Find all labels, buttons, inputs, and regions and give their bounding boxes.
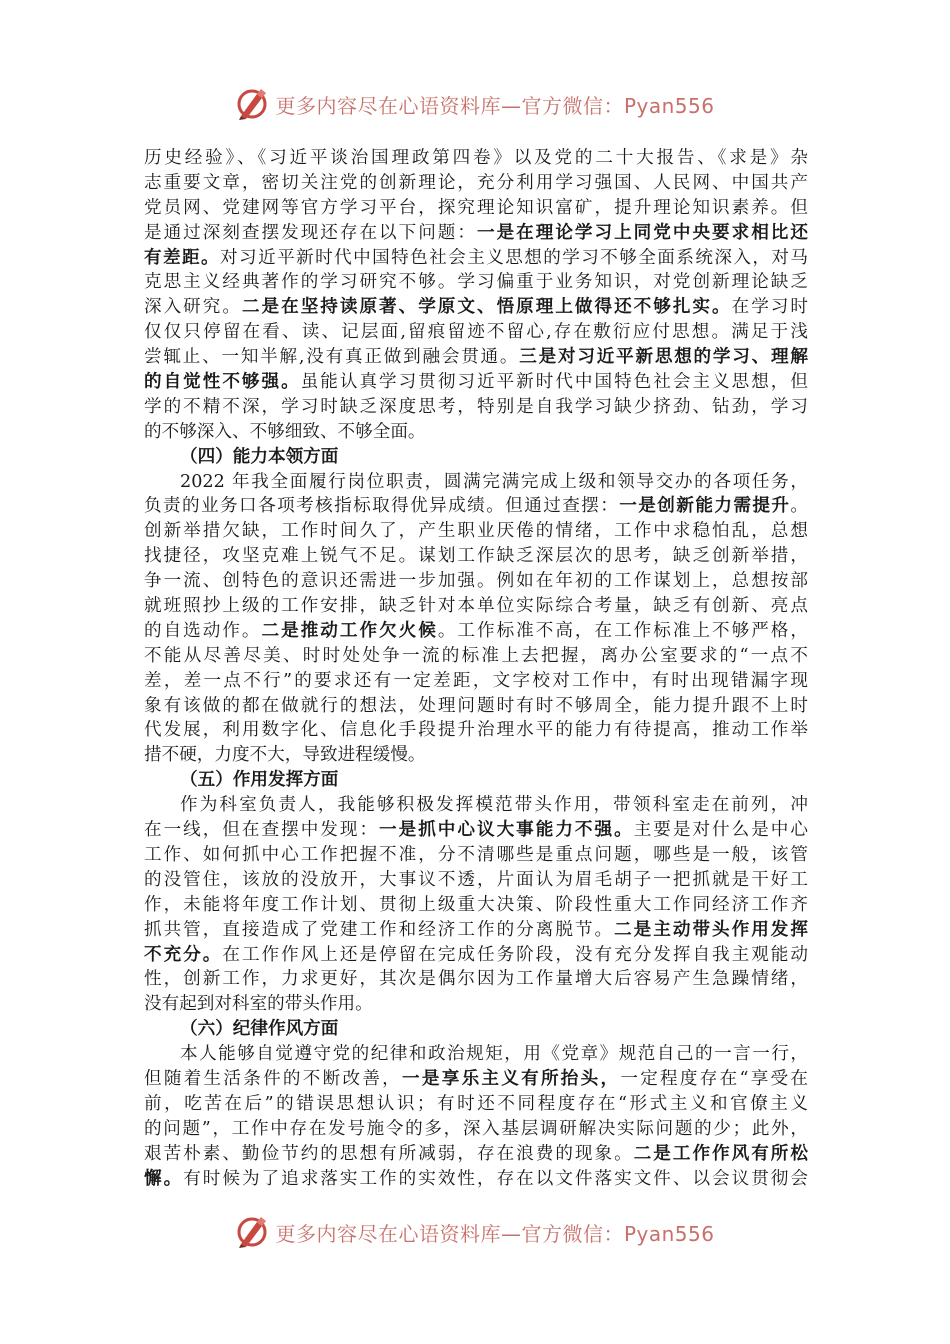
header-watermark-banner [0,84,950,124]
text-line [144,544,808,569]
text-segment: 性，创新工作，力求更好，其次是偶尔因为工作量增大后容易产生急躁情绪， [144,969,808,990]
text-line [144,320,808,345]
text-line [144,1167,808,1192]
text-line [144,370,808,395]
text-line [144,918,808,943]
text-line [144,1042,808,1067]
pen-logo-icon [235,1214,271,1250]
text-segment: 作为科室负责人，我能够积极发挥模范带头作用，带领科室走在前列，冲 [180,795,808,816]
text-line [144,146,808,171]
text-line [144,619,808,644]
text-segment: 党员网、党建网等官方学习平台，探究理论知识富矿，提升理论知识素养。但 [144,197,808,218]
watermark-text: 更多内容尽在心语资料库—官方微信：Pyan556 [275,93,715,118]
watermark-text: 更多内容尽在心语资料库—官方微信：Pyan556 [275,1221,715,1246]
text-segment: 找捷径，攻坚克难上锐气不足。谋划工作缺乏深层次的思考，缺乏创新举措， [144,546,808,567]
text-segment: 没有起到对科室的带头作用。 [144,994,373,1015]
text-segment: 。工作标准不高，在工作标准上不够严格， [437,620,808,641]
text-segment: 代发展，利用数字化、信息化手段提升治理水平的能力有待提高，推动工作举 [144,720,808,741]
text-segment: 历史经验》、《习近平谈治国理政第四卷》以及党的二十大报告、《求是》杂 [144,148,808,168]
text-line [144,793,808,818]
text-line [144,519,808,544]
text-segment: 负责的业务口各项考核指标取得优异成绩。但通过查摆： [144,496,620,517]
text-segment: 前，吃苦在后”的错误思想认识；有时还不同程度存在“形式主义和官僚主义 [144,1093,808,1114]
text-line [144,345,808,370]
text-line [144,246,808,271]
text-line [144,494,808,519]
bold-text-segment: 二是主动带头作用发挥 [614,918,808,940]
text-segment: 措不硬，力度不大，导致进程缓慢。 [144,745,426,766]
text-segment: 仅仅只停留在看、读、记层面,留痕留迹不留心,存在敷衍应付思想。满足于浅 [144,322,808,343]
bold-text-segment: 三是对习近平新思想的学习、理解 [519,346,808,368]
text-line [144,594,808,619]
text-line [144,1092,808,1117]
bold-text-segment: 有差距。 [144,246,221,268]
text-segment: 在一线，但在查摆中发现： [144,820,380,841]
bold-text-segment: 一是创新能力需提升 [619,495,791,517]
text-segment: 尝辄止、一知半解,没有真正做到融会贯通。 [144,347,520,368]
text-line [144,893,808,918]
text-line [144,743,808,768]
text-segment: 。 [790,496,808,517]
text-line [144,395,808,420]
text-line [144,843,808,868]
text-line [144,718,808,743]
text-segment: 学的不精不深，学习时缺乏深度思考，特别是自我学习缺少挤劲、钻劲，学习 [144,396,808,417]
text-segment: 的问题”，工作中存在发号施令的多，深入基层调研解决实际问题的少；此外， [144,1118,808,1139]
text-segment: 克思主义经典著作的学习研究不够。学习偏重于业务知识，对党创新理论缺乏 [144,272,808,293]
pen-logo-icon [235,86,271,122]
text-line [144,943,808,968]
bold-text-segment: 的自觉性不够强。 [144,371,301,393]
text-segment: 有时候为了追求落实工作的实效性，存在以文件落实文件、以会议贯彻会 [183,1168,808,1189]
section-heading [144,445,808,470]
text-line [144,868,808,893]
bold-text-segment: 一是抓中心议大事能力不强。 [379,819,634,841]
text-line [144,470,808,495]
bold-text-segment: 二是推动工作欠火候 [261,619,438,641]
text-segment: （四）能力本领方面 [180,445,339,467]
text-line [144,569,808,594]
bold-text-segment: 一是享乐主义有所抬头， [402,1067,621,1089]
bold-text-segment: 二是在坚持读原著、学原文、悟原理上做得还不够扎实。 [241,296,732,318]
bold-text-segment: 二是工作作风有所松 [633,1142,808,1164]
text-segment: 就班照抄上级的工作安排，缺乏针对本单位实际综合考量，缺乏有创新、亮点 [144,596,808,617]
text-segment: 是通过深刻查摆发现还存在以下问题： [144,222,477,243]
text-segment: 差，差一点不行”的要求还有一定差距，文字校对工作中，有时出现错漏字现 [144,670,808,691]
text-segment: 深入研究。 [144,297,242,318]
text-segment: 但随着生活条件的不断改善， [144,1068,403,1089]
text-segment: 象有该做的都在做就行的想法，处理问题时有时不够周全，能力提升跟不上时 [144,695,808,716]
text-segment: 的没管住，该放的没放开，大事议不透，片面认为眉毛胡子一把抓就是干好工 [144,869,808,890]
text-segment: 作，未能将年度工作计划、贯彻上级重大决策、阶段性重大工作同经济工作齐 [144,894,808,915]
text-segment: 争一流、创特色的意识还需进一步加强。例如在年初的工作谋划上，总想按部 [144,571,808,592]
text-segment: 工作、如何抓中心工作把握不准，分不清哪些是重点问题，哪些是一般，该管 [144,844,808,865]
bold-text-segment: 不充分。 [144,943,223,965]
text-segment: 在学习时 [731,297,808,318]
text-line [144,221,808,246]
text-line [144,644,808,669]
document-body [144,146,808,1191]
bold-text-segment: 懈。 [144,1167,184,1189]
text-segment: （五）作用发挥方面 [180,769,339,791]
text-segment: 本人能够自觉遵守党的纪律和政治规矩，用《党章》规范自己的一言一行， [180,1044,808,1065]
text-line [144,295,808,320]
text-segment: 对习近平新时代中国特色社会主义思想的学习不够全面系统深入，对马 [220,247,808,268]
text-line [144,818,808,843]
text-line [144,196,808,221]
text-segment: 一定程度存在“享受在 [620,1068,808,1089]
text-line [144,171,808,196]
text-segment: 的不够深入、不够细致、不够全面。 [144,421,426,442]
text-line [144,992,808,1017]
text-line [144,1117,808,1142]
bold-text-segment: 一是在理论学习上同党中央要求相比还 [476,221,808,243]
section-heading [144,1017,808,1042]
text-segment: 主要是对什么是中心 [633,820,808,841]
section-heading [144,768,808,793]
text-segment: 2022 年我全面履行岗位职责，圆满完满完成上级和领导交办的各项任务， [180,471,808,492]
text-segment: 创新举措欠缺，工作时间久了，产生职业厌倦的情绪，工作中求稳怕乱，总想 [144,521,808,542]
text-line [144,420,808,445]
text-segment: 艰苦朴素、勤俭节约的思想有所减弱，存在浪费的现象。 [144,1143,634,1164]
text-line [144,270,808,295]
text-line [144,1067,808,1092]
text-segment: 的自选动作。 [144,620,262,641]
text-segment: （六）纪律作风方面 [180,1018,339,1040]
text-segment: 不能从尽善尽美、时时处处争一流的标准上去把握，离办公室要求的“一点不 [144,645,808,666]
text-line [144,1142,808,1167]
text-segment: 虽能认真学习贯彻习近平新时代中国特色社会主义思想，但 [300,372,808,393]
footer-watermark-banner [0,1212,950,1252]
text-line [144,669,808,694]
text-line [144,967,808,992]
text-segment: 在工作作风上还是停留在完成任务阶段，没有充分发挥自我主观能动 [222,944,808,965]
text-segment: 抓共管，直接造成了党建工作和经济工作的分离脱节。 [144,919,615,940]
text-line [144,694,808,719]
text-segment: 志重要文章，密切关注党的创新理论，充分利用学习强国、人民网、中国共产 [144,172,808,193]
